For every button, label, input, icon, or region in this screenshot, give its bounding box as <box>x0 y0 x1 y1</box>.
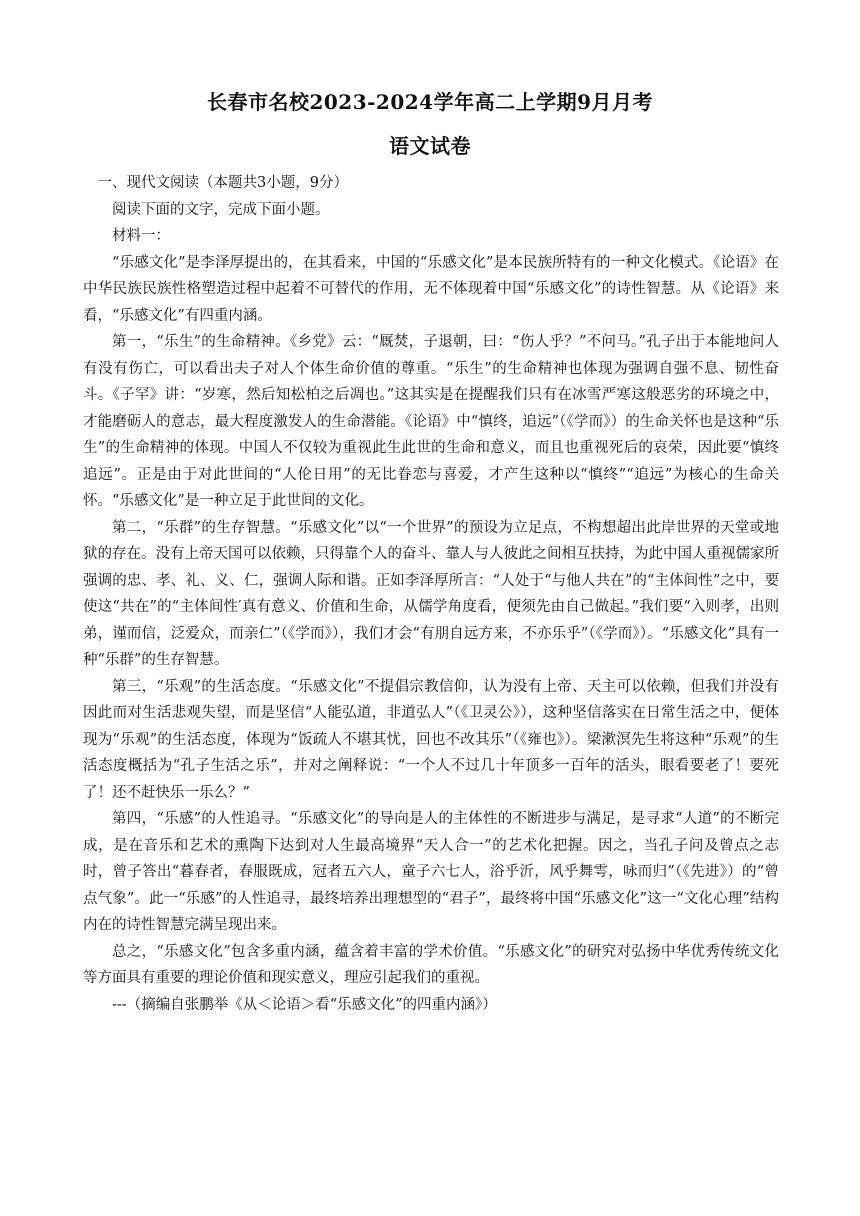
paragraph-first: 第一，“乐生”的生命精神。《乡党》云：“厩焚，子退朝，曰：“伤人乎？”不问马。”孔子出于本能地问人有没有伤亡，可以看出夫子对人个体生命价值的尊重。“乐生”的生命精神也体现为强调自强不息、韧性奋斗。《子罕》讲：“岁寒，然后知松柏之后凋也。”这其实是在提醒我们只有在冰雪严寒这般恶劣的环境之中，才能磨砺人的意志，最大程度激发人的生命潜能。《论语》中“慎终，追远”（《学而》）的生命关怀也是这种“乐生”的生命精神的体现。中国人不仅较为重视此生此世的生命和意义，而且也重视死后的哀荣，因此要“慎终追远”。正是由于对此世间的“人伦日用”的无比眷恋与喜爱，才产生这种以“慎终”“追远”为核心的生命关怀。“乐感文化”是一种立足于此世间的文化。 <box>83 334 779 509</box>
reading-content <box>83 170 779 1018</box>
paragraph-conclusion: 总之，“乐感文化”包含多重内涵，蕴含着丰富的学术价值。“乐感文化”的研究对弘扬中华优秀传统文化等方面具有重要的理论价值和现实意义，理应引起我们的重视。 <box>83 943 779 986</box>
paragraph-fourth: 第四，“乐感”的人性追寻。“乐感文化”的导向是人的主体性的不断进步与满足，是寻求“人道”的不断完成，是在音乐和艺术的熏陶下达到对人生最高境界“天人合一”的艺术化把握。因之，当孔子问及曾点之志时，曾子答出“暮春者，春服既成，冠者五六人，童子六七人，浴乎沂，风乎舞雩，咏而归”（《先进》）的“曾点气象”。此一“乐感”的人性追寻，最终培养出理想型的“君子”，最终将中国“乐感文化”这一“文化心理”结构内在的诗性智慧完满呈现出来。 <box>83 811 779 933</box>
instruction-text: 阅读下面的文字，完成下面小题。 <box>112 201 330 218</box>
exam-title: 长春市名校2023-2024学年高二上学期9月月考 <box>206 90 654 114</box>
material-label: 材料一： <box>112 228 170 244</box>
section-heading: 一、现代文阅读（本题共3小题，9分） <box>97 175 348 191</box>
paragraph-third: 第三，“乐观”的生活态度。“乐感文化”不提倡宗教信仰，认为没有上帝、天主可以依赖，但我们并没有因此而对生活悲观失望，而是坚信“人能弘道，非道弘人”（《卫灵公》），这种坚信落实在日常生活之中，便体现为“乐观”的生活态度，体现为“饭疏人不堪其忧，回也不改其乐”（《雍也》）。梁漱溟先生将这种“乐观”的生活态度概括为“孔子生活之乐”，并对之阐释说：“一个人不过几十年顶多一百年的活头，眼看要老了！要死了！还不赶快乐一乐么？” <box>83 678 779 801</box>
exam-subtitle: 语文试卷 <box>389 134 471 158</box>
source-citation: ---（摘编自张鹏举《从＜论语＞看“乐感文化”的四重内涵》） <box>112 996 497 1013</box>
paragraph-intro: “乐感文化”是李泽厚提出的，在其看来，中国的“乐感文化”是本民族所特有的一种文化模式。《论语》在中华民族民族性格塑造过程中起着不可替代的作用，无不体现着中国“乐感文化”的诗性智慧。从《论语》来看，“乐感文化”有四重内涵。 <box>83 254 779 324</box>
paragraph-second: 第二，“乐群”的生存智慧。“乐感文化”以“一个世界”的预设为立足点，不构想超出此岸世界的天堂或地狱的存在。没有上帝天国可以依赖，只得靠个人的奋斗、靠人与人彼此之间相互扶持，为此中国人重视儒家所强调的忠、孝、礼、义、仁，强调人际和谐。正如李泽厚所言：“人处于“与他人共在”的“主体间性”之中，要使这“共在”的“主体间性′真有意义、价值和生命，从儒学角度看，便须先由自己做起。”我们要“入则孝，出则弟，谨而信，泛爱众，而亲仁”（《学而》），我们才会“有朋自远方来，不亦乐乎”（《学而》）。“乐感文化”具有一种“乐群”的生存智慧。 <box>83 519 779 668</box>
